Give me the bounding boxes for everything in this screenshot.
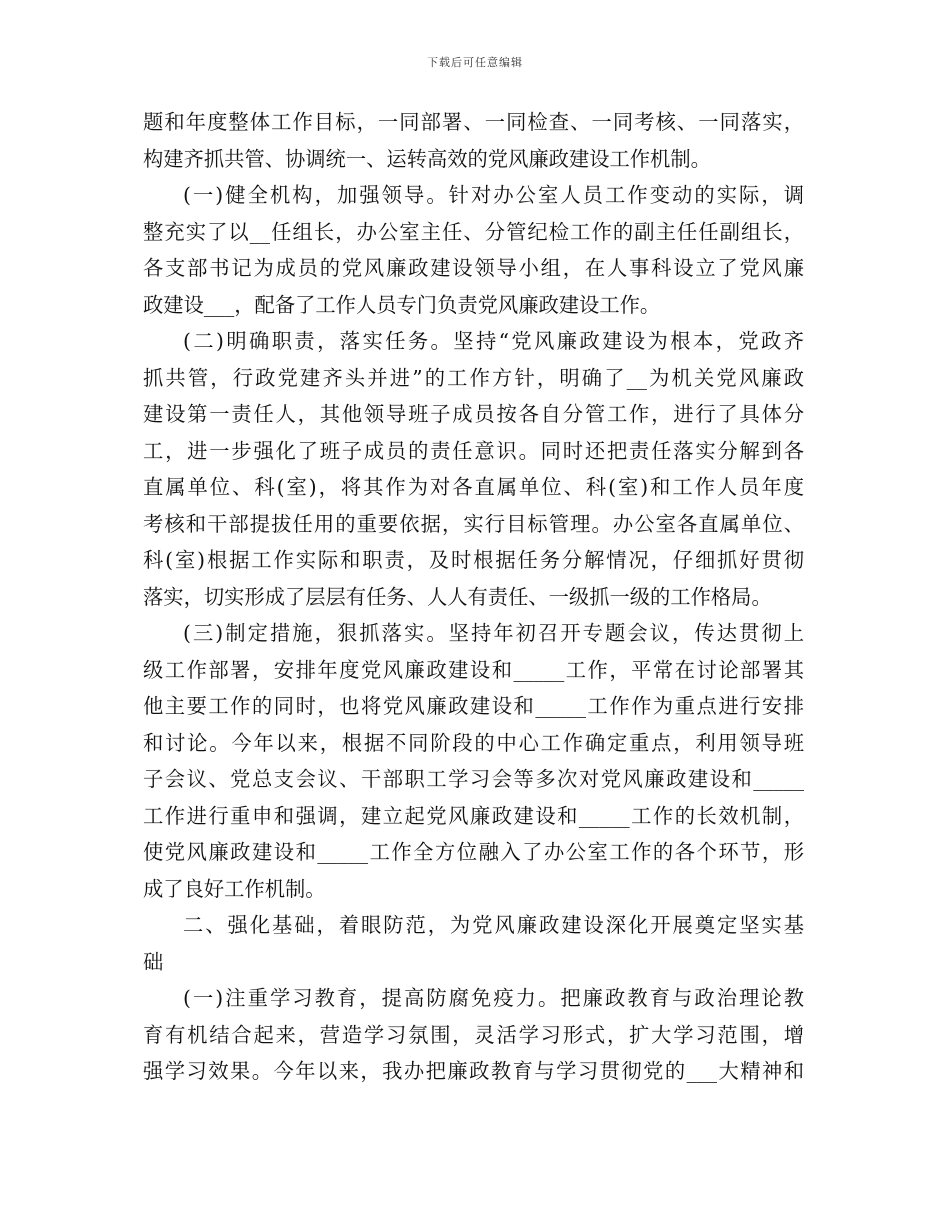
text-line: 整充实了以__任组长，办公室主任、分管纪检工作的副主任任副组长， (143, 219, 804, 244)
text-line: 各支部书记为成员的党风廉政建设领导小组，在人事科设立了党风廉 (143, 256, 804, 280)
page-header: 下载后可任意编辑 (427, 56, 523, 69)
text-line: 和讨论。今年以来，根据不同阶段的中心工作确定重点，利用领导班 (143, 730, 804, 755)
text-line: 强学习效果。今年以来，我办把廉政教育与学习贯彻党的___大精神和 (143, 1059, 804, 1083)
text-line: 落实，切实形成了层层有任务、人人有责任、一级抓一级的工作格局。 (143, 584, 772, 609)
text-line: (一)健全机构，加强领导。针对办公室人员工作变动的实际，调 (183, 183, 804, 207)
text-line: 题和年度整体工作目标，一同部署、一同检查、一同考核、一同落实， (143, 110, 804, 134)
document-body (143, 104, 804, 1090)
text-line: (三)制定措施，狠抓落实。坚持年初召开专题会议，传达贯彻上 (183, 621, 804, 645)
text-line: 工，进一步强化了班子成员的责任意识。同时还把责任落实分解到各 (143, 438, 804, 463)
text-line: 考核和干部提拔任用的重要依据，实行目标管理。办公室各直属单位、 (143, 511, 804, 536)
text-line: 础 (143, 949, 164, 974)
text-line: 政建设___，配备了工作人员专门负责党风廉政建设工作。 (143, 292, 661, 317)
text-line: 工作进行重申和强调，建立起党风廉政建设和_____工作的长效机制， (143, 803, 804, 828)
text-line: 他主要工作的同时，也将党风廉政建设和_____工作作为重点进行安排 (143, 694, 804, 718)
text-line: 成了良好工作机制。 (143, 876, 326, 901)
text-line: 级工作部署，安排年度党风廉政建设和_____工作，平常在讨论部署其 (143, 657, 804, 682)
text-line: 建设第一责任人，其他领导班子成员按各自分管工作，进行了具体分 (143, 402, 804, 426)
text-line: (二)明确职责，落实任务。坚持“党风廉政建设为根本，党政齐 (183, 329, 804, 353)
text-line: 育有机结合起来，营造学习氛围，灵活学习形式，扩大学习范围，增 (143, 1022, 804, 1047)
text-line: 抓共管，行政党建齐头并进”的工作方针，明确了__为机关党风廉政 (143, 365, 804, 390)
text-line: 二、强化基础，着眼防范，为党风廉政建设深化开展奠定坚实基 (183, 913, 804, 937)
text-line: 直属单位、科(室)，将其作为对各直属单位、科(室)和工作人员年度 (143, 475, 804, 499)
text-line: 科(室)根据工作实际和职责，及时根据任务分解情况，仔细抓好贯彻 (143, 548, 804, 572)
text-line: 构建齐抓共管、协调统一、运转高效的党风廉政建设工作机制。 (143, 146, 711, 171)
text-line: 子会议、党总支会议、干部职工学习会等多次对党风廉政建设和_____ (143, 767, 804, 791)
text-line: 使党风廉政建设和_____工作全方位融入了办公室工作的各个环节，形 (143, 840, 804, 864)
text-line: (一)注重学习教育，提高防腐免疫力。把廉政教育与政治理论教 (183, 986, 804, 1010)
